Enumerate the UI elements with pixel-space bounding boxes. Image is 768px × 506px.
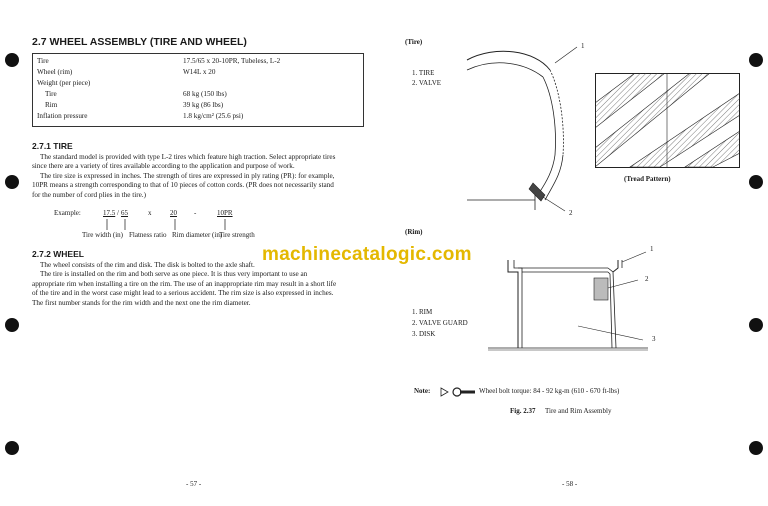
example-strength: 10PR [217, 209, 233, 217]
caption-tire-width: Tire width (in) [82, 231, 123, 239]
example-diameter: 20 [170, 209, 177, 217]
section-title: 2.7 WHEEL ASSEMBLY (TIRE AND WHEEL) [32, 36, 247, 48]
spec-value: 39 kg (86 lbs) [183, 101, 224, 109]
spec-value: 17.5/65 x 20-10PR, Tubeless, L-2 [183, 57, 281, 65]
spec-label: Rim [45, 101, 58, 109]
text-line: 10PR means a strength corresponding to that of 10 pieces of cotton cords. (PR does not necessarily stand [32, 181, 334, 190]
spec-label: Tire [37, 57, 49, 65]
text-line: The standard model is provided with type L-2 tires which feature high traction. Select appropriate tires [40, 153, 336, 161]
binder-hole [5, 441, 19, 455]
watermark: machinecatalogic.com [262, 244, 472, 265]
text-line: since there are a variety of tires available according to the application and purpose of work. [32, 162, 295, 171]
tire-paragraph [32, 153, 367, 200]
spec-value: 68 kg (150 lbs) [183, 90, 227, 98]
example-dash: - [194, 209, 197, 217]
tire-callout: 2 [569, 209, 573, 217]
spec-value: W14L x 20 [183, 68, 216, 76]
tire-callout: 1 [581, 42, 585, 50]
binder-hole [5, 53, 19, 67]
text-line: The first number stands for the rim width and the next one the rim diameter. [32, 298, 251, 307]
spec-label: Wheel (rim) [37, 68, 73, 76]
rim-legend-item: 3. DISK [412, 330, 436, 338]
binder-hole [749, 53, 763, 67]
caption-rim-diameter: Rim diameter (in) [172, 231, 223, 239]
binder-hole [5, 175, 19, 189]
spec-label: Weight (per piece) [37, 79, 91, 87]
spec-table [32, 53, 364, 127]
tire-cross-section-drawing [465, 35, 595, 225]
rim-callout: 1 [650, 245, 654, 253]
spec-label: Tire [45, 90, 57, 98]
caption-flatness: Flatness ratio [129, 231, 167, 239]
figure-caption-number: Fig. 2.37 [510, 407, 536, 415]
wheel-heading: 2.7.2 WHEEL [32, 249, 84, 259]
text-line: The tire is installed on the rim and both serve as one piece. It is thus very important to use an [40, 270, 308, 279]
caption-tire-strength: Tire strength [219, 231, 255, 239]
rim-callout: 3 [652, 335, 656, 343]
binder-hole [5, 318, 19, 332]
text-line: of the tire and in the worst case might lead to a serious accident. The rim size is also expressed in inches. [32, 289, 334, 298]
binder-hole [749, 318, 763, 332]
spec-label: Inflation pressure [37, 112, 88, 120]
tread-pattern-drawing [595, 73, 740, 168]
binder-hole [749, 175, 763, 189]
spec-value: 1.8 kg/cm² (25.6 psi) [183, 112, 244, 120]
rim-cross-section-drawing [488, 248, 658, 363]
text-line: for the number of cord plies in the tire.) [32, 190, 146, 199]
tire-figure-label: (Tire) [405, 38, 423, 46]
page-number-left: - 57 - [186, 480, 202, 488]
text-line: The wheel consists of the rim and disk. The disk is bolted to the axle shaft. [40, 261, 255, 269]
rim-legend-item: 1. RIM [412, 308, 433, 316]
tread-pattern-caption: (Tread Pattern) [624, 175, 671, 183]
example-label: Example: [54, 209, 81, 217]
wrench-icon [440, 386, 476, 398]
figure-caption-text: Tire and Rim Assembly [545, 407, 612, 415]
example-x: x [148, 209, 152, 217]
rim-callout: 2 [645, 275, 649, 283]
tire-legend-item: 1. TIRE [412, 69, 435, 77]
page-number-right: - 58 - [562, 480, 578, 488]
tire-heading: 2.7.1 TIRE [32, 141, 73, 151]
wheel-paragraph [32, 261, 367, 308]
binder-hole [749, 441, 763, 455]
text-line: The tire size is expressed in inches. The strength of tires are expressed in ply rating (PR): for example, [40, 171, 335, 180]
note-label: Note: [414, 387, 431, 395]
rim-legend-item: 2. VALVE GUARD [412, 319, 468, 327]
example-ratio: 65 [121, 209, 128, 217]
example-width: 17.5 [103, 209, 116, 217]
tire-legend-item: 2. VALVE [412, 79, 442, 87]
example-slash: / [117, 209, 119, 217]
rim-figure-label: (Rim) [405, 228, 423, 236]
note-text: Wheel bolt torque: 84 - 92 kg-m (610 - 670 ft-lbs) [479, 387, 620, 395]
text-line: appropriate rim when installing a tire on the rim. The use of an inappropriate rim may result in a short life [32, 279, 337, 288]
